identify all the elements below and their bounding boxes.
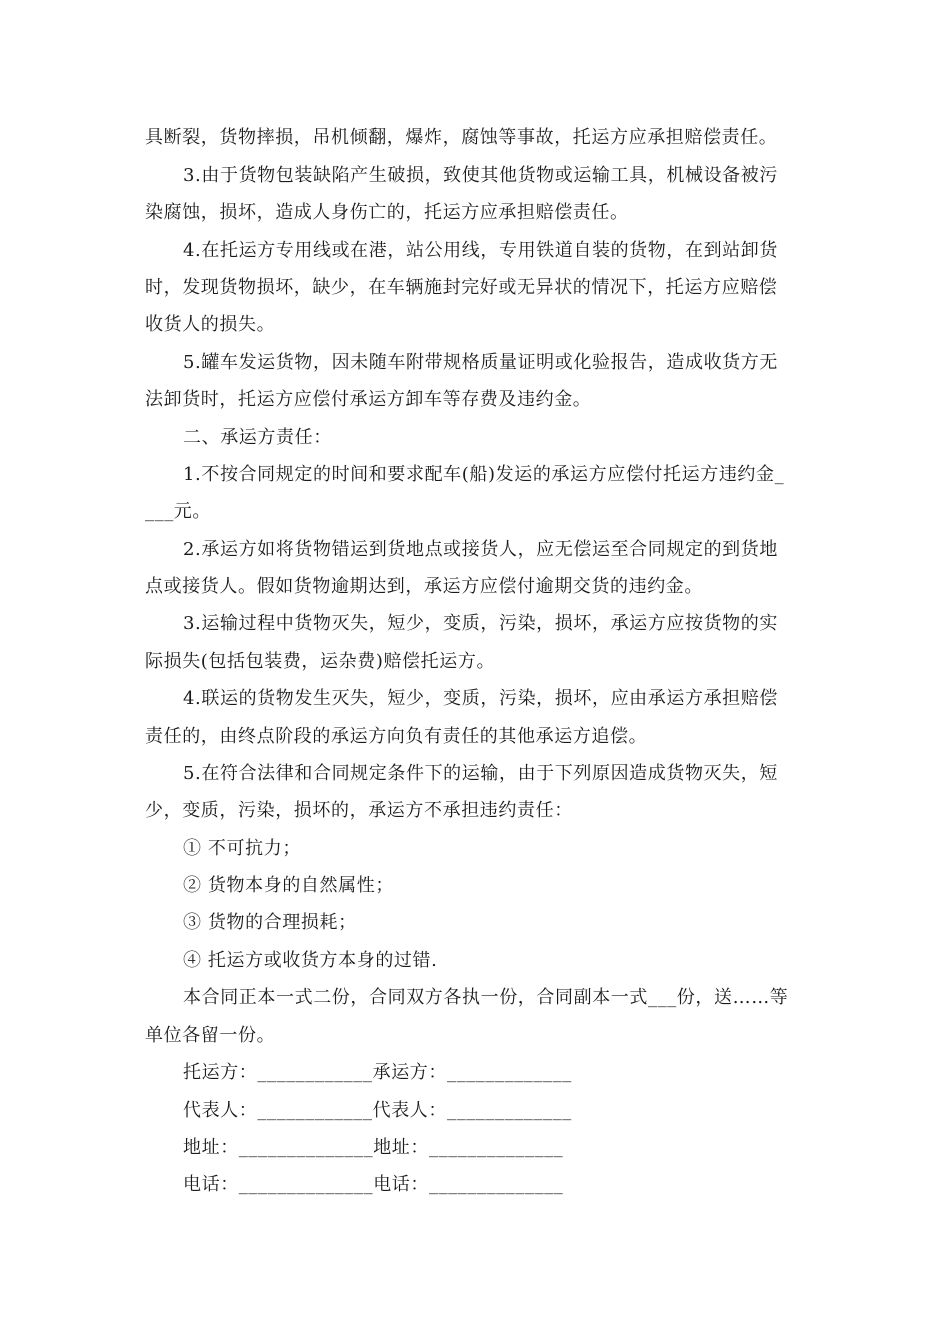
paragraph-line: ___元。	[145, 501, 211, 522]
paragraph-line: 3.由于货物包装缺陷产生破损，致使其他货物或运输工具，机械设备被污	[183, 165, 778, 186]
paragraph-line: 染腐蚀，损坏，造成人身伤亡的，托运方应承担赔偿责任。	[145, 202, 629, 223]
paragraph-line: 本合同正本一式二份，合同双方各执一份，合同副本一式___份，送……等	[183, 987, 789, 1008]
paragraph-line: 4.联运的货物发生灭失，短少，变质，污染，损坏，应由承运方承担赔偿	[183, 688, 778, 709]
paragraph-line: 4.在托运方专用线或在港，站公用线，专用铁道自装的货物，在到站卸货	[183, 240, 778, 261]
signature-row-address: 地址：______________地址：______________	[183, 1137, 564, 1158]
paragraph-line: 5.在符合法律和合同规定条件下的运输，由于下列原因造成货物灭失，短	[183, 763, 778, 784]
signature-row-representative: 代表人：____________代表人：_____________	[183, 1100, 572, 1121]
paragraph-line: 点或接货人。假如货物逾期达到，承运方应偿付逾期交货的违约金。	[145, 576, 703, 597]
list-item: ③ 货物的合理损耗；	[183, 912, 357, 933]
paragraph-line: 收货人的损失。	[145, 314, 276, 335]
paragraph-line: 少，变质，污染，损坏的，承运方不承担违约责任：	[145, 800, 573, 821]
section-heading: 二、承运方责任：	[183, 427, 332, 448]
paragraph-line: 具断裂，货物摔损，吊机倾翻，爆炸，腐蚀等事故，托运方应承担赔偿责任。	[145, 127, 778, 148]
paragraph-line: 2.承运方如将货物错运到货地点或接货人，应无偿运至合同规定的到货地	[183, 539, 778, 560]
paragraph-line: 1.不按合同规定的时间和要求配车(船)发运的承运方应偿付托运方违约金_	[183, 464, 785, 485]
signature-row-consignor-carrier: 托运方：____________承运方：_____________	[183, 1062, 572, 1083]
list-item: ② 货物本身的自然属性；	[183, 875, 394, 896]
list-item: ④ 托运方或收货方本身的过错.	[183, 950, 438, 971]
signature-row-phone: 电话：______________电话：______________	[183, 1174, 564, 1195]
paragraph-line: 单位各留一份。	[145, 1025, 276, 1046]
paragraph-line: 时，发现货物损坏，缺少，在车辆施封完好或无异状的情况下，托运方应赔偿	[145, 277, 778, 298]
list-item: ① 不可抗力；	[183, 838, 301, 859]
paragraph-line: 3.运输过程中货物灭失，短少，变质，污染，损坏，承运方应按货物的实	[183, 613, 778, 634]
paragraph-line: 法卸货时，托运方应偿付承运方卸车等存费及违约金。	[145, 389, 592, 410]
paragraph-line: 5.罐车发运货物，因未随车附带规格质量证明或化验报告，造成收货方无	[183, 352, 778, 373]
paragraph-line: 际损失(包括包装费，运杂费)赔偿托运方。	[145, 651, 496, 672]
paragraph-line: 责任的，由终点阶段的承运方向负有责任的其他承运方追偿。	[145, 726, 648, 747]
